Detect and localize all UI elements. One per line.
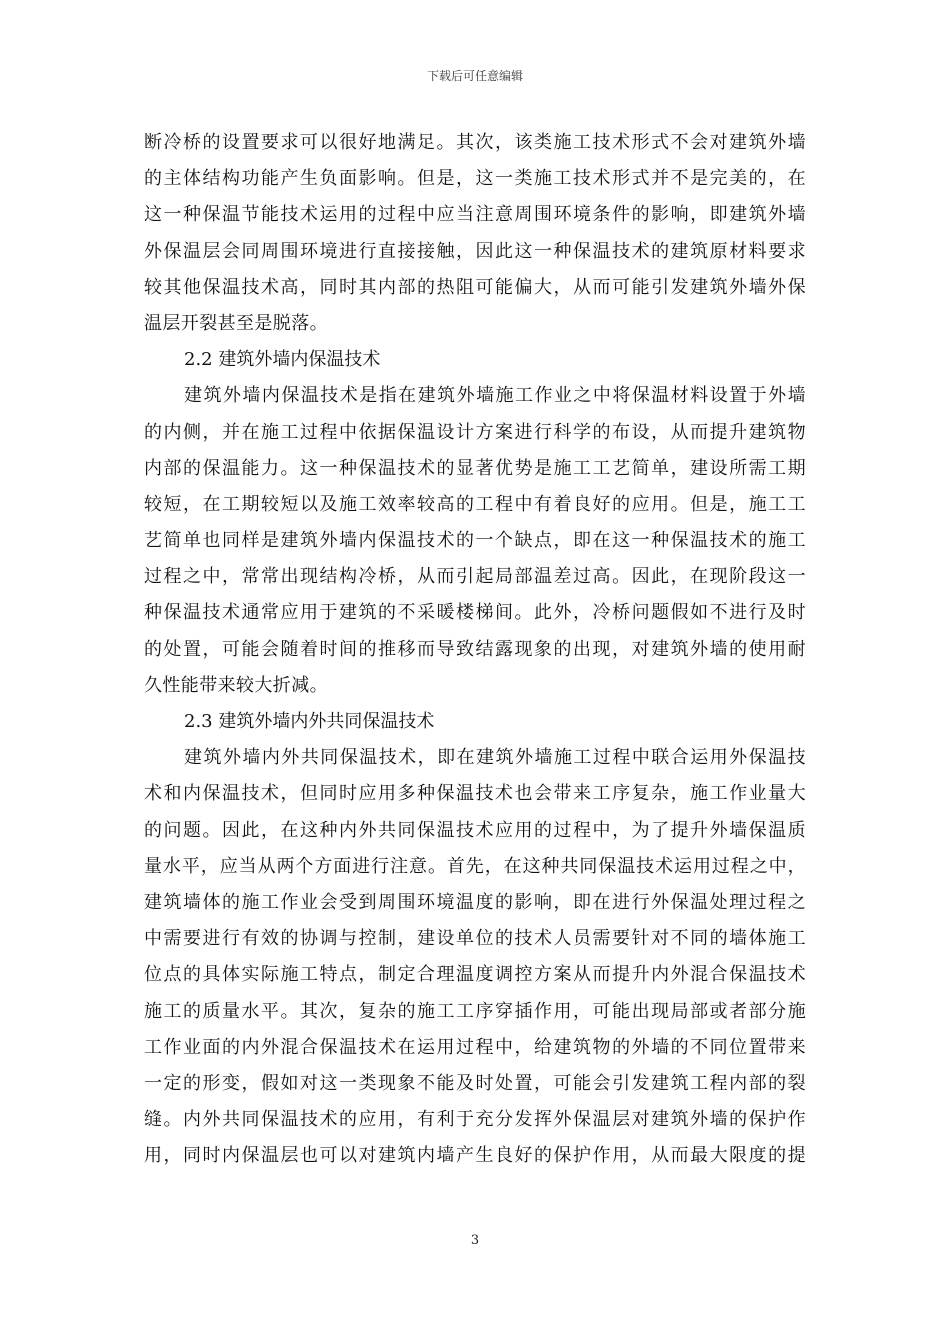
text-line: 建筑墙体的施工作业会受到周围环境温度的影响，即在进行外保温处理过程之 xyxy=(144,891,806,913)
text-line: 量水平，应当从两个方面进行注意。首先，在这种共同保温技术运用过程之中， xyxy=(144,855,806,877)
paragraph-2-3 xyxy=(144,740,806,1174)
text-line: 较其他保温技术高，同时其内部的热阻可能偏大，从而可能引发建筑外墙外保 xyxy=(144,276,806,298)
text-line: 一定的形变，假如对这一类现象不能及时处置，可能会引发建筑工程内部的裂 xyxy=(144,1072,806,1094)
text-line: 术和内保温技术，但同时应用多种保温技术也会带来工序复杂，施工作业量大 xyxy=(144,783,806,805)
text-line: 过程之中，常常出现结构冷桥，从而引起局部温差过高。因此，在现阶段这一 xyxy=(144,566,806,588)
text-line: 的问题。因此，在这种内外共同保温技术应用的过程中，为了提升外墙保温质 xyxy=(144,819,806,841)
text-line: 中需要进行有效的协调与控制，建设单位的技术人员需要针对不同的墙体施工 xyxy=(144,928,806,950)
text-line: 的处置，可能会随着时间的推移而导致结露现象的出现，对建筑外墙的使用耐 xyxy=(144,638,806,660)
document-body xyxy=(144,125,806,1174)
paragraph-1 xyxy=(144,125,806,342)
text-line: 施工的质量水平。其次，复杂的施工工序穿插作用，可能出现局部或者部分施 xyxy=(144,1000,806,1022)
text-line: 断冷桥的设置要求可以很好地满足。其次，该类施工技术形式不会对建筑外墙 xyxy=(144,132,806,153)
text-line: 较短，在工期较短以及施工效率较高的工程中有着良好的应用。但是，施工工 xyxy=(144,493,806,515)
text-line: 艺简单也同样是建筑外墙内保温技术的一个缺点，即在这一种保温技术的施工 xyxy=(144,530,806,552)
text-line: 位点的具体实际施工特点，制定合理温度调控方案从而提升内外混合保温技术 xyxy=(144,964,806,986)
text-line: 种保温技术通常应用于建筑的不采暖楼梯间。此外，冷桥问题假如不进行及时 xyxy=(144,602,806,624)
text-line: 工作业面的内外混合保温技术在运用过程中，给建筑物的外墙的不同位置带来 xyxy=(144,1036,806,1058)
text-line: 温层开裂甚至是脱落。 xyxy=(144,312,328,334)
page-header: 下载后可任意编辑 xyxy=(426,69,523,83)
paragraph-2-2 xyxy=(144,378,806,704)
page-number: 3 xyxy=(470,1233,480,1248)
text-line: 内部的保温能力。这一种保温技术的显著优势是施工工艺简单，建设所需工期 xyxy=(144,457,806,479)
text-line: 外保温层会同周围环境进行直接接触，因此这一种保温技术的建筑原材料要求 xyxy=(144,240,806,262)
text-line: 的内侧，并在施工过程中依据保温设计方案进行科学的布设，从而提升建筑物 xyxy=(144,421,806,443)
section-heading-2-3: 2.3 建筑外墙内外共同保温技术 xyxy=(184,711,435,732)
text-line: 的主体结构功能产生负面影响。但是，这一类施工技术形式并不是完美的，在 xyxy=(144,168,806,190)
text-line: 久性能带来较大折减。 xyxy=(144,674,328,696)
text-line: 用，同时内保温层也可以对建筑内墙产生良好的保护作用，从而最大限度的提 xyxy=(144,1145,806,1167)
section-heading-2-2: 2.2 建筑外墙内保温技术 xyxy=(184,349,381,371)
text-line: 建筑外墙内保温技术是指在建筑外墙施工作业之中将保温材料设置于外墙 xyxy=(184,385,806,407)
text-line: 缝。内外共同保温技术的应用，有利于充分发挥外保温层对建筑外墙的保护作 xyxy=(144,1109,806,1131)
text-line: 建筑外墙内外共同保温技术，即在建筑外墙施工过程中联合运用外保温技 xyxy=(184,747,806,769)
text-line: 这一种保温节能技术运用的过程中应当注意周围环境条件的影响，即建筑外墙 xyxy=(144,204,806,226)
